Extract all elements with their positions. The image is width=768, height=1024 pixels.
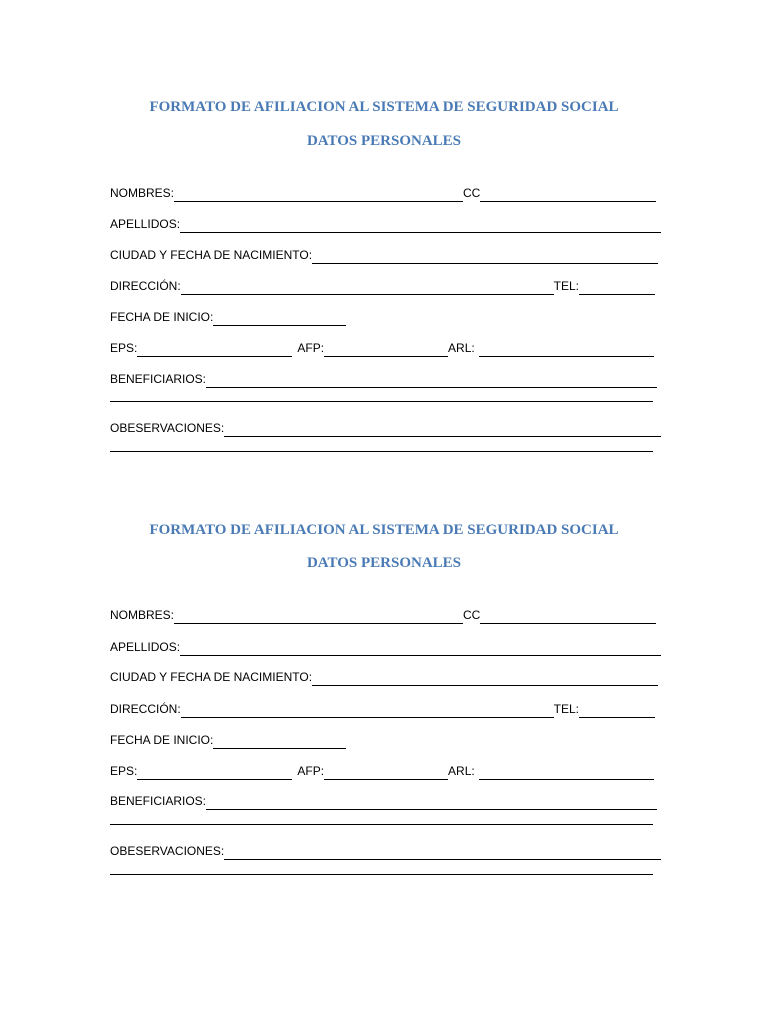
form-subtitle: DATOS PERSONALES xyxy=(306,555,462,571)
tel-field[interactable] xyxy=(579,704,655,718)
cc-field[interactable] xyxy=(480,610,656,624)
ciudad-fecha-nacimiento-field[interactable] xyxy=(312,672,658,686)
ciudad-fecha-nacimiento-label: CIUDAD Y FECHA DE NACIMIENTO: xyxy=(110,248,313,262)
apellidos-row xyxy=(110,638,661,656)
seguridad-social-row xyxy=(110,339,654,357)
direccion-row xyxy=(110,277,655,295)
arl-field[interactable] xyxy=(479,343,654,357)
eps-field[interactable] xyxy=(137,766,292,780)
beneficiarios-extra-line[interactable] xyxy=(110,401,653,402)
ciudad-fecha-nacimiento-row xyxy=(110,246,658,264)
form-title: FORMATO DE AFILIACION AL SISTEMA DE SEGURIDAD SOCIAL xyxy=(149,522,619,538)
beneficiarios-row xyxy=(110,370,657,388)
afp-label: AFP: xyxy=(297,764,325,778)
direccion-field[interactable] xyxy=(181,281,554,295)
fecha-inicio-row xyxy=(110,731,346,749)
apellidos-field[interactable] xyxy=(180,219,661,233)
seguridad-social-row xyxy=(110,762,654,780)
form-title: FORMATO DE AFILIACION AL SISTEMA DE SEGURIDAD SOCIAL xyxy=(149,99,619,115)
arl-label: ARL: xyxy=(448,764,475,778)
beneficiarios-row xyxy=(110,792,657,810)
tel-label: TEL: xyxy=(553,279,580,293)
tel-field[interactable] xyxy=(579,281,655,295)
observaciones-extra-line[interactable] xyxy=(110,451,653,452)
observaciones-label: OBESERVACIONES: xyxy=(110,844,225,858)
beneficiarios-label: BENEFICIARIOS: xyxy=(110,372,207,386)
beneficiarios-field[interactable] xyxy=(206,796,657,810)
observaciones-row xyxy=(110,419,661,437)
afp-field[interactable] xyxy=(324,343,448,357)
arl-field[interactable] xyxy=(479,766,654,780)
eps-label: EPS: xyxy=(110,341,138,355)
nombres-row xyxy=(110,184,656,202)
form-subtitle: DATOS PERSONALES xyxy=(306,133,462,149)
nombres-row xyxy=(110,606,656,624)
fecha-inicio-row xyxy=(110,308,346,326)
observaciones-row xyxy=(110,842,661,860)
eps-label: EPS: xyxy=(110,764,138,778)
direccion-field[interactable] xyxy=(181,704,554,718)
fecha-inicio-field[interactable] xyxy=(213,312,346,326)
ciudad-fecha-nacimiento-row xyxy=(110,668,658,686)
cc-label: CC xyxy=(463,186,481,200)
fecha-inicio-field[interactable] xyxy=(213,735,346,749)
observaciones-field[interactable] xyxy=(224,423,661,437)
observaciones-label: OBESERVACIONES: xyxy=(110,421,225,435)
apellidos-field[interactable] xyxy=(180,642,661,656)
tel-label: TEL: xyxy=(553,702,580,716)
fecha-inicio-label: FECHA DE INICIO: xyxy=(110,733,214,747)
cc-label: CC xyxy=(463,608,481,622)
ciudad-fecha-nacimiento-label: CIUDAD Y FECHA DE NACIMIENTO: xyxy=(110,670,313,684)
nombres-field[interactable] xyxy=(174,610,463,624)
nombres-label: NOMBRES: xyxy=(110,186,175,200)
direccion-row xyxy=(110,700,655,718)
afp-label: AFP: xyxy=(297,341,325,355)
apellidos-label: APELLIDOS: xyxy=(110,640,181,654)
observaciones-extra-line[interactable] xyxy=(110,874,653,875)
beneficiarios-extra-line[interactable] xyxy=(110,824,653,825)
afp-field[interactable] xyxy=(324,766,448,780)
apellidos-row xyxy=(110,215,661,233)
direccion-label: DIRECCIÓN: xyxy=(110,279,181,293)
apellidos-label: APELLIDOS: xyxy=(110,217,181,231)
ciudad-fecha-nacimiento-field[interactable] xyxy=(312,250,658,264)
fecha-inicio-label: FECHA DE INICIO: xyxy=(110,310,214,324)
beneficiarios-field[interactable] xyxy=(206,374,657,388)
cc-field[interactable] xyxy=(480,188,656,202)
beneficiarios-label: BENEFICIARIOS: xyxy=(110,794,207,808)
observaciones-field[interactable] xyxy=(224,846,661,860)
direccion-label: DIRECCIÓN: xyxy=(110,702,181,716)
eps-field[interactable] xyxy=(137,343,292,357)
arl-label: ARL: xyxy=(448,341,475,355)
nombres-label: NOMBRES: xyxy=(110,608,175,622)
nombres-field[interactable] xyxy=(174,188,463,202)
